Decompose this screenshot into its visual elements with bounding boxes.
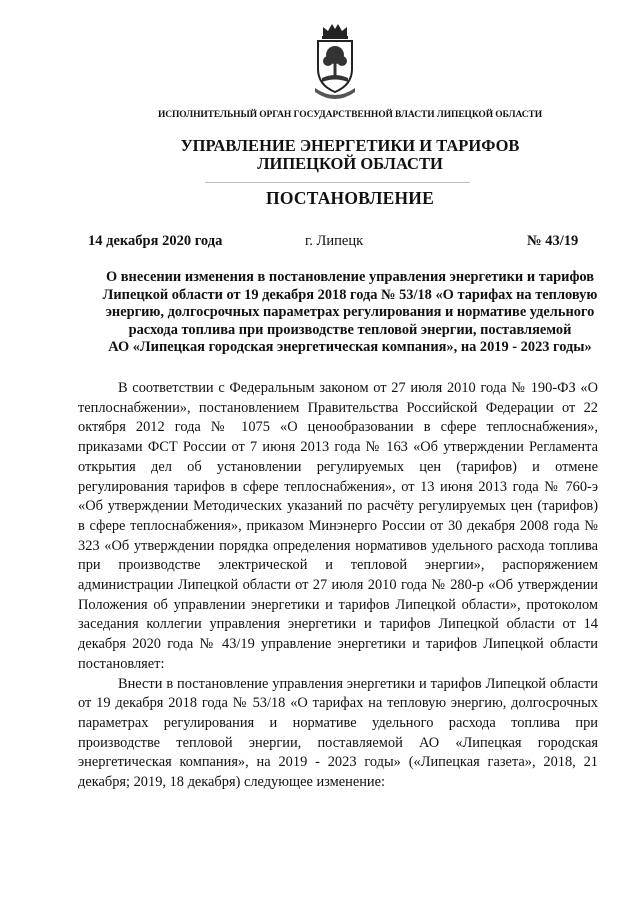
document-city: г. Липецк xyxy=(305,233,364,249)
document-date: 14 декабря 2020 года xyxy=(88,233,223,249)
body-paragraph-resolution: Внести в постановление управления энергетики и тарифов Липецкой области от 19 декабря 2018 года № 53/18 «О тарифах на тепловую энергию, долгосрочных параметрах регулирования и нормативе удельного расхода топлива при производстве тепловой энергии, поставляемой АО «Липецкая городская энергетическая компания», на 2019 - 2023 годы» («Липецкая газета», 2018, 21 декабря; 2019, 18 декабря) следующее изменение: xyxy=(78,675,598,791)
department-name-line2: ЛИПЕЦКОЙ ОБЛАСТИ xyxy=(257,154,443,173)
issuing-authority: ИСПОЛНИТЕЛЬНЫЙ ОРГАН ГОСУДАРСТВЕННОЙ ВЛАСТИ ЛИПЕЦКОЙ ОБЛАСТИ xyxy=(157,110,543,120)
coat-of-arms-icon xyxy=(310,22,360,102)
title-line: Липецкой области от 19 декабря 2018 года № 53/18 «О тарифах на тепловую xyxy=(102,286,598,303)
document-type: ПОСТАНОВЛЕНИЕ xyxy=(266,188,434,208)
title-line: АО «Липецкая городская энергетическая компания», на 2019 - 2023 годы» xyxy=(108,339,592,356)
document-number: № 43/19 xyxy=(527,233,579,249)
document-body xyxy=(78,379,598,793)
header-divider xyxy=(205,182,470,183)
body-paragraph-preamble: В соответствии с Федеральным законом от 27 июля 2010 года № 190-ФЗ «О теплоснабжении», постановлением Правительства Российской Федерации от 22 октября 2012 года № 1075 «О ценообразовании в сфере теплоснабжения», приказами ФСТ России от 7 июня 2013 года № 163 «Об утверждении Регламента открытия дел об установлении регулируемых цен (тарифов) и отмене регулирования тарифов в сфере теплоснабжения», от 13 июня 2013 года № 760-э «Об утверждении Методических указаний по расчёту регулируемых цен (тарифов) в сфере теплоснабжения», приказом Минэнерго России от 30 декабря 2008 года № 323 «Об утверждении порядка определения нормативов удельного расхода топлива при производстве электрической и тепловой энергии», распоряжением администрации Липецкой области от 27 июля 2010 года № 280-р «Об утверждении Положения об управлении энергетики и тарифов Липецкой области», протоколом заседания коллегии управления энергетики и тарифов Липецкой области от 14 декабря 2020 года № 43/19 управление энергетики и тарифов Липецкой области постановляет: xyxy=(78,380,598,672)
title-line: расхода топлива при производстве тепловой энергии, поставляемой xyxy=(128,321,572,338)
title-line: О внесении изменения в постановление управления энергетики и тарифов xyxy=(105,269,595,285)
document-title xyxy=(60,269,640,357)
department-name-line1: УПРАВЛЕНИЕ ЭНЕРГЕТИКИ И ТАРИФОВ xyxy=(180,136,520,155)
title-line: энергию, долгосрочных параметрах регулирования и нормативе удельного xyxy=(105,304,595,321)
